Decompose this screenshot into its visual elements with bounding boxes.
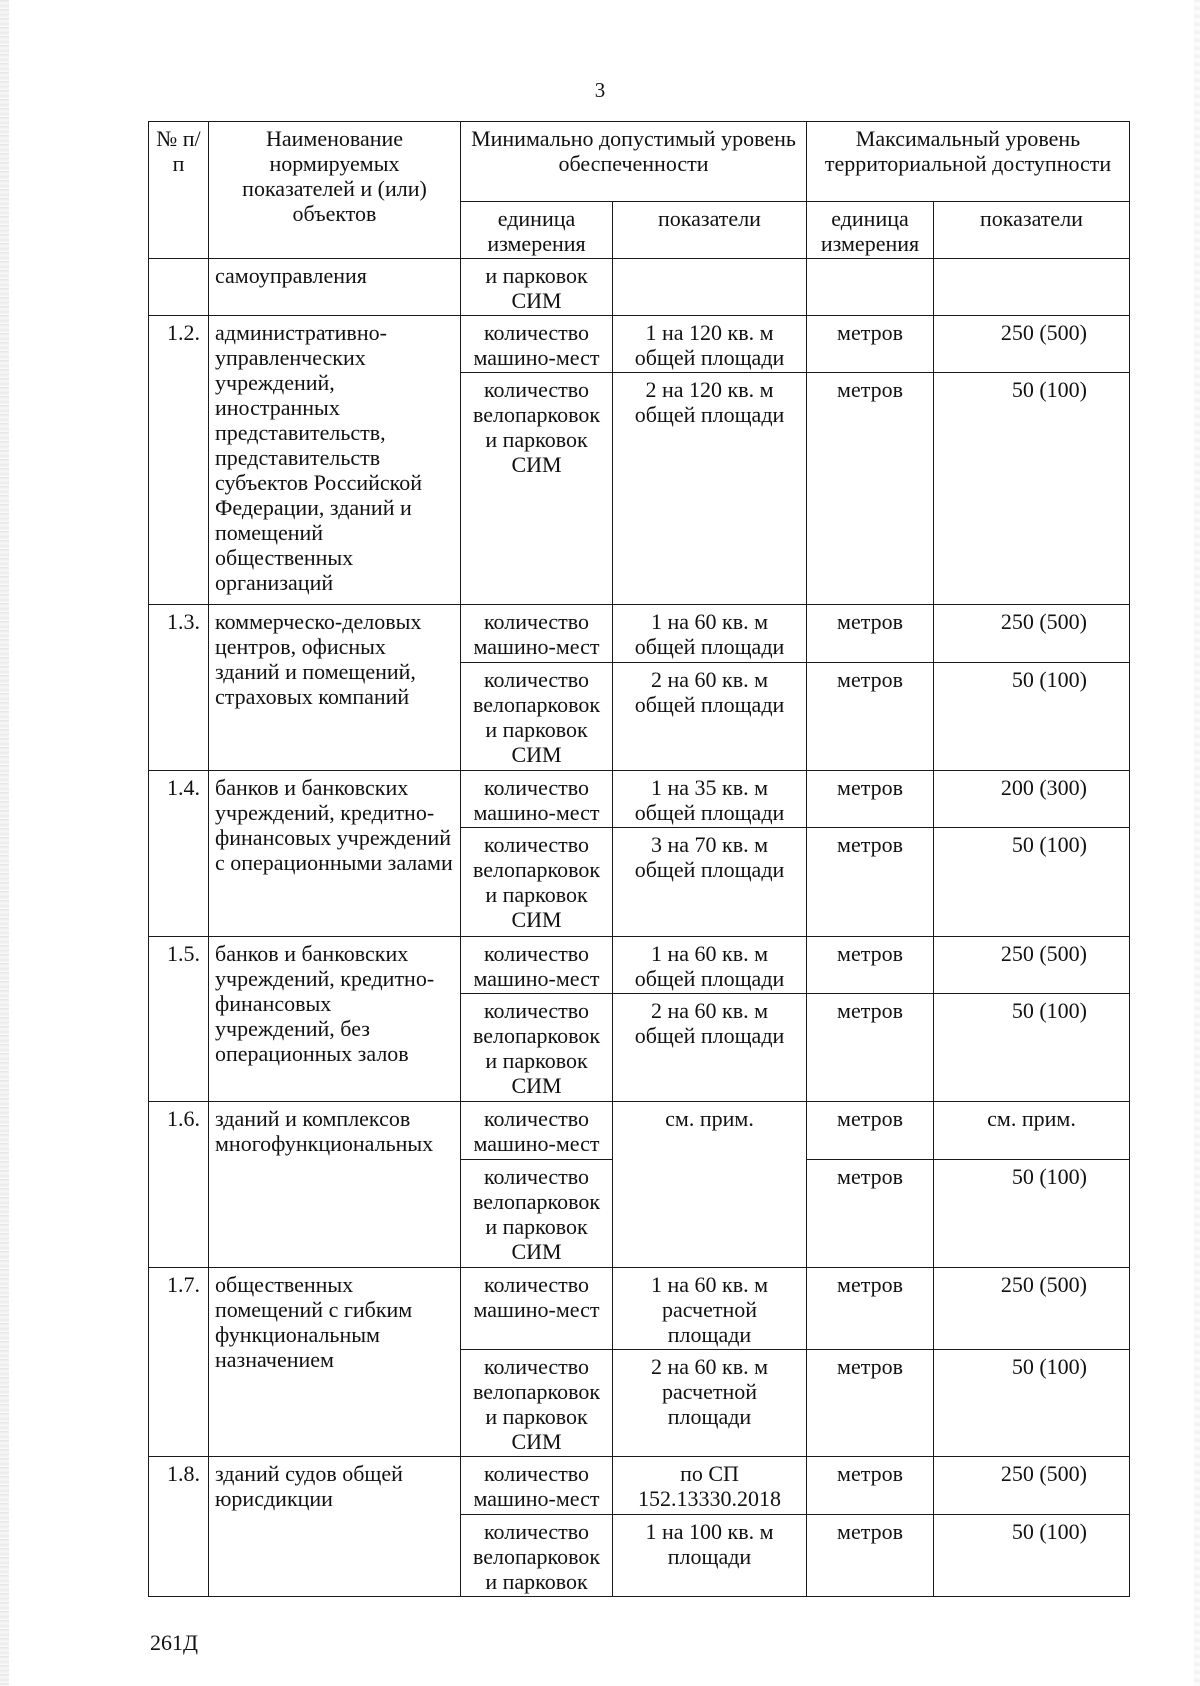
cell-dist-unit: метров [807,994,934,1102]
table-row [149,1457,1130,1515]
cell-unit: количество велопарковок и парковок СИМ [461,994,613,1102]
table-row-continuation [149,259,1130,316]
header-row-top [149,122,1130,202]
cell-unit: количество велопарковок и парковок СИМ [461,828,613,937]
cell-num [149,259,209,316]
cell-dist: 50 (100) [934,663,1130,771]
cell-dist-unit: метров [807,1268,934,1350]
cell-value: 2 на 120 кв. м общей площади [613,373,807,605]
cell-name: административно-управленческих учреждений, иностранных представительств, представительств субъектов Российской Федерации, зданий и помещений общественных организаций [209,316,461,605]
cell-dist-unit: метров [807,1102,934,1160]
page-number: 3 [594,78,606,102]
cell-dist-unit: метров [807,1350,934,1457]
cell-name: коммерческо-деловых центров, офисных зданий и помещений, страховых компаний [209,605,461,771]
cell-unit: и парковок СИМ [461,259,613,316]
cell-dist-unit: метров [807,771,934,828]
cell-dist-unit: метров [807,316,934,373]
cell-value: 3 на 70 кв. м общей площади [613,828,807,937]
cell-dist-unit: метров [807,1457,934,1515]
cell-dist: 50 (100) [934,828,1130,937]
cell-num: 1.7. [149,1268,209,1457]
cell-name: банков и банковских учреждений, кредитно-финансовых учреждений с операционными залами [209,771,461,937]
cell-unit: количество машино-мест [461,605,613,663]
cell-unit: количество велопарковок и парковок СИМ [461,373,613,605]
table-row [149,937,1130,994]
scan-edge-right [1194,0,1200,1686]
cell-value: 1 на 35 кв. м общей площади [613,771,807,828]
cell-dist-unit: метров [807,663,934,771]
cell-value: 1 на 60 кв. м расчетной площади [613,1268,807,1350]
cell-dist: см. прим. [934,1102,1130,1160]
cell-name: самоуправления [209,259,461,316]
norms-table [148,121,1130,1597]
cell-dist-unit: метров [807,605,934,663]
cell-value: 2 на 60 кв. м общей площади [613,994,807,1102]
table-row [149,605,1130,663]
cell-name: общественных помещений с гибким функциональным назначением [209,1268,461,1457]
cell-dist-unit: метров [807,828,934,937]
cell-unit: количество машино-мест [461,1268,613,1350]
cell-value: 2 на 60 кв. м общей площади [613,663,807,771]
scan-edge-left [0,0,9,1686]
cell-dist: 250 (500) [934,1457,1130,1515]
cell-unit: количество велопарковок и парковок СИМ [461,1350,613,1457]
cell-name: зданий и комплексов многофункциональных [209,1102,461,1268]
cell-num: 1.4. [149,771,209,937]
cell-num: 1.2. [149,316,209,605]
cell-value: 2 на 60 кв. м расчетной площади [613,1350,807,1457]
cell-dist-unit: метров [807,1515,934,1597]
header-indicators-min: показатели [613,202,807,259]
cell-name: банков и банковских учреждений, кредитно-финансовых учреждений, без операционных залов [209,937,461,1102]
table-row [149,771,1130,828]
cell-unit: количество машино-мест [461,937,613,994]
header-unit-max: единица измерения [807,202,934,259]
header-indicators-max: показатели [934,202,1130,259]
cell-num: 1.3. [149,605,209,771]
cell-dist-unit: метров [807,373,934,605]
cell-dist-unit: метров [807,1160,934,1268]
header-min-level: Минимально допустимый уровень обеспеченности [461,122,807,202]
cell-dist: 250 (500) [934,1268,1130,1350]
cell-unit: количество машино-мест [461,316,613,373]
cell-dist: 200 (300) [934,771,1130,828]
header-max-level: Максимальный уровень территориальной доступности [807,122,1130,202]
header-unit-min: единица измерения [461,202,613,259]
cell-dist: 250 (500) [934,937,1130,994]
cell-num: 1.5. [149,937,209,1102]
table-row [149,1102,1130,1160]
cell-value: 1 на 120 кв. м общей площади [613,316,807,373]
cell-value: 1 на 100 кв. м площади [613,1515,807,1597]
cell-name: зданий судов общей юрисдикции [209,1457,461,1597]
cell-value: см. прим. [613,1102,807,1268]
cell-unit: количество машино-мест [461,1102,613,1160]
cell-unit: количество машино-мест [461,1457,613,1515]
header-num: № п/п [149,122,209,259]
footer-code: 261Д [150,1630,199,1655]
table-row [149,1268,1130,1350]
cell-dist: 50 (100) [934,1160,1130,1268]
cell-dist-unit [807,259,934,316]
cell-dist: 250 (500) [934,316,1130,373]
cell-unit: количество машино-мест [461,771,613,828]
cell-dist [934,259,1130,316]
cell-unit: количество велопарковок и парковок СИМ [461,663,613,771]
cell-value [613,259,807,316]
cell-value: 1 на 60 кв. м общей площади [613,937,807,994]
table-row [149,316,1130,373]
cell-dist: 50 (100) [934,1350,1130,1457]
cell-unit: количество велопарковок и парковок [461,1515,613,1597]
cell-num: 1.8. [149,1457,209,1597]
cell-dist: 50 (100) [934,994,1130,1102]
cell-dist: 250 (500) [934,605,1130,663]
cell-value: 1 на 60 кв. м общей площади [613,605,807,663]
header-name: Наименование нормируемых показателей и (или) объектов [209,122,461,259]
cell-value: по СП 152.13330.2018 [613,1457,807,1515]
cell-unit: количество велопарковок и парковок СИМ [461,1160,613,1268]
cell-dist: 50 (100) [934,1515,1130,1597]
cell-dist: 50 (100) [934,373,1130,605]
cell-num: 1.6. [149,1102,209,1268]
cell-dist-unit: метров [807,937,934,994]
